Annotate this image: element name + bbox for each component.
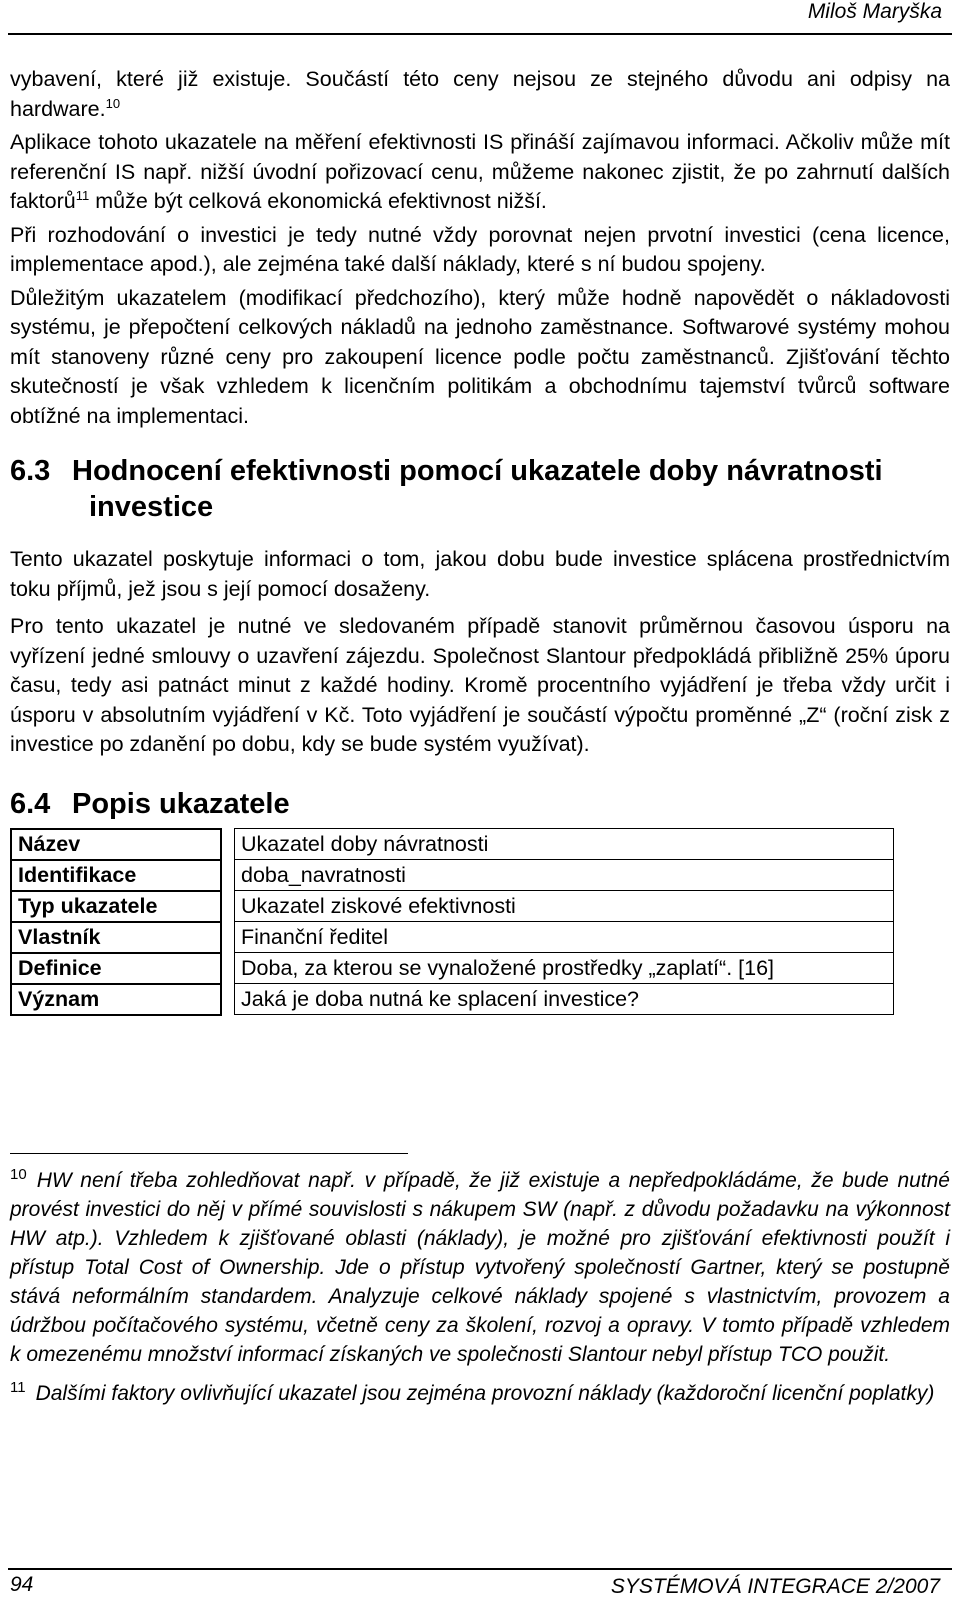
footer-rule [8, 1568, 952, 1570]
table-row [11, 984, 894, 1015]
footnote-separator [10, 1153, 408, 1154]
table-row [11, 953, 894, 984]
table-row [11, 922, 894, 953]
footnote-text: HW není třeba zohledňovat např. v případě, že již existuje a nepředpokládáme, že bude nutné provést investici do něj v přímé souvislosti s nákupem SW (např. z důvodu požadavku na výkonnost HW atp.). Vzhledem k zjišťované oblasti (náklady), je možné pro zjišťování efektivnosti použít i přístup Total Cost of Ownership. Jde o přístup vytvořený společností Gartner, který se postupně stává neformálním standardem. Analyzuje celkové náklady spojené s vlastnictvím, provozem a údržbou počítačového systému, včetně ceny za školení, rozvoj a opravy. V tomto případě vzhledem k omezenému množství informací získaných ve společnosti Slantour nebyl přístup TCO použit. [10, 1169, 950, 1366]
section-number: 6.3 [10, 455, 51, 487]
paragraph: Tento ukazatel poskytuje informaci o tom, jakou dobu bude investice splácena prostřednictvím toku příjmů, jež jsou s její pomocí dosaženy. [10, 547, 950, 601]
paragraph [10, 128, 950, 217]
footnote-text: Dalšími faktory ovlivňující ukazatel jsou zejména provozní náklady (každoroční licenční poplatky) [35, 1382, 935, 1405]
row-key: Název [11, 829, 221, 860]
row-key: Definice [11, 953, 221, 984]
footnote [10, 1166, 950, 1369]
footnote-number: 10 [10, 1166, 27, 1183]
paragraph: Pro tento ukazatel je nutné ve sledovaném případě stanovit průměrnou časovou úsporu na vyřízení jedné smlouvy o uzavření zájezdu. Společnost Slantour předpokládá přibližně 25% úporu času, tedy asi patnáct minut z každé hodiny. Kromě procentního vyjádření je třeba vždy určit i úsporu v absolutním vyjádření v Kč. Toto vyjádření je součástí výpočtu proměnné „Z“ (roční zisk z investice po zdanění po dobu, kdy se bude systém využívat). [10, 614, 950, 756]
page-number: 94 [10, 1573, 34, 1596]
paragraph-text: vybavení, které již existuje. Součástí této ceny nejsou ze stejného důvodu ani odpisy na hardware. [10, 67, 950, 121]
footnote-ref[interactable]: 10 [105, 95, 121, 111]
table-row [11, 860, 894, 891]
section-heading-6-3 [10, 453, 950, 525]
row-value: Jaká je doba nutná ke splacení investice? [235, 984, 894, 1015]
journal-title: SYSTÉMOVÁ INTEGRACE 2/2007 [610, 1575, 940, 1598]
footnotes [10, 1166, 950, 1418]
row-value: Doba, za kterou se vynaložené prostředky „zaplatí“. [16] [235, 953, 894, 984]
page-body [10, 65, 950, 1016]
footnote-number: 11 [10, 1379, 26, 1396]
section-title: Popis ukazatele [72, 787, 290, 820]
row-key: Vlastník [11, 922, 221, 953]
row-value: Ukazatel doby návratnosti [235, 829, 894, 860]
paragraph-text: Aplikace tohoto ukazatele na měření efektivnosti IS přináší zajímavou informaci. Ačkoliv může mít referenční IS např. nižší úvodní pořizovací cenu, můžeme nakonec zjistit, že po zahrnutí dalších faktorů [10, 130, 950, 213]
footnote-ref[interactable]: 11 [75, 187, 90, 203]
row-value: doba_navratnosti [235, 860, 894, 891]
row-value: Ukazatel ziskové efektivnosti [235, 891, 894, 922]
running-header-author: Miloš Maryška [807, 0, 942, 23]
table-row [11, 829, 894, 860]
table-row [11, 891, 894, 922]
header-rule [8, 33, 952, 35]
section-title: Hodnocení efektivnosti pomocí ukazatele doby návratnosti [72, 455, 883, 487]
indicator-table [10, 828, 894, 1016]
paragraph: Důležitým ukazatelem (modifikací předchozího), který může hodně napovědět o nákladovosti systému, je přepočtení celkových nákladů na jednoho zaměstnance. Softwarové systémy mohou mít stanoveny různé ceny pro zakoupení licence podle počtu zaměstnanců. Zjišťování těchto skutečností je však vzhledem k licenčním politikám a obchodnímu tajemství tvůrců software obtížné na implementaci. [10, 285, 950, 428]
section-number: 6.4 [10, 787, 51, 820]
paragraph [10, 65, 950, 124]
row-key: Význam [11, 984, 221, 1015]
row-key: Typ ukazatele [11, 891, 221, 922]
row-value: Finanční ředitel [235, 922, 894, 953]
footnote [10, 1379, 950, 1408]
section-heading-6-4 [10, 786, 950, 822]
paragraph: Při rozhodování o investici je tedy nutné vždy porovnat nejen prvotní investici (cena licence, implementace apod.), ale zejména také další náklady, které s ní budou spojeny. [10, 222, 950, 276]
row-key: Identifikace [11, 860, 221, 891]
section-title-continued: investice [89, 491, 214, 523]
paragraph-text: může být celková ekonomická efektivnost nižší. [89, 189, 547, 213]
